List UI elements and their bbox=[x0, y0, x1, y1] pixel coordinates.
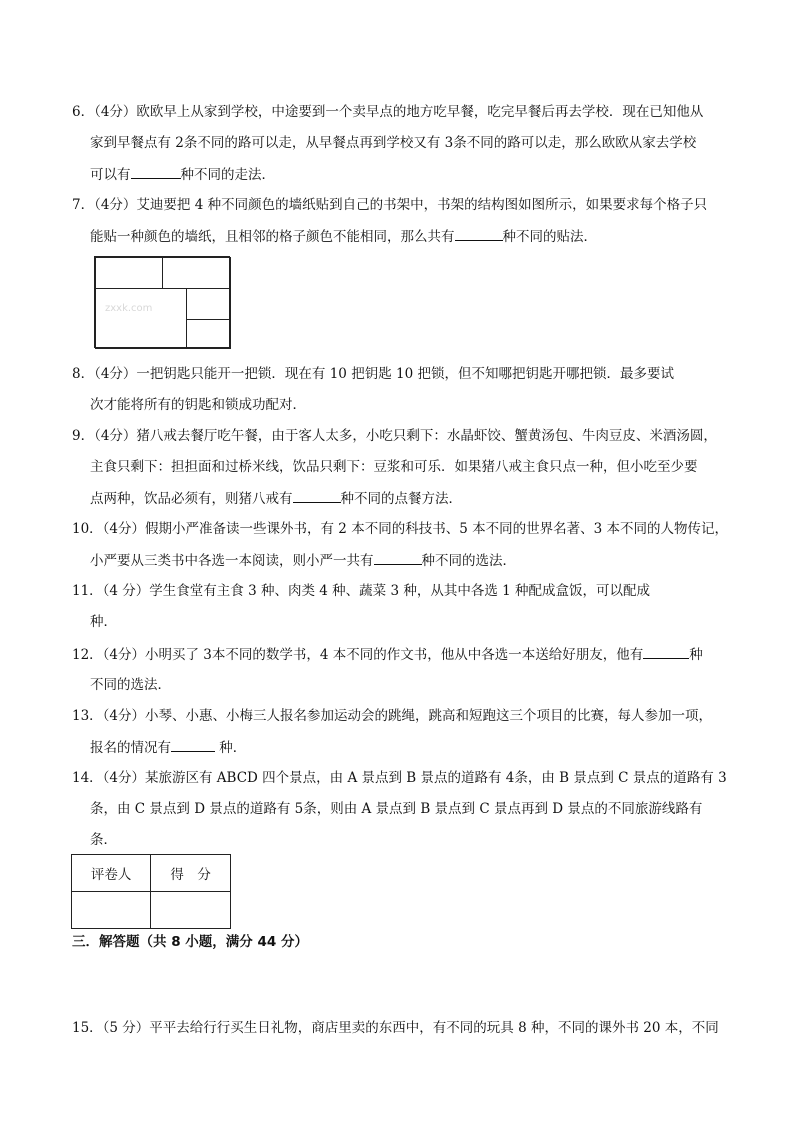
grading-table bbox=[71, 854, 231, 929]
q6-line-1: 6．（4分）欧欧早上从家到学校，中途要到一个卖早点的地方吃早餐，吃完早餐后再去学校．现在已知他从 bbox=[72, 104, 704, 120]
q9-line-1: 9．（4分）猪八戒去餐厅吃午餐，由于客人太多，小吃只剩下：水晶虾饺、蟹黄汤包、牛肉豆皮、米酒汤圆， bbox=[72, 428, 717, 444]
shelf-cell-top-left bbox=[95, 257, 163, 289]
score-cell[interactable] bbox=[151, 892, 231, 929]
q7-line-2: 能贴一种颜色的墙纸，且相邻的格子颜色不能相同，那么共有 种不同的贴法． bbox=[90, 226, 597, 247]
shelf-cell-top-right bbox=[162, 257, 231, 289]
answer-blank[interactable] bbox=[293, 488, 341, 503]
q9-line-3: 点两种，饮品必须有，则猪八戒有 种不同的点餐方法． bbox=[90, 488, 462, 509]
reviewer-label: 评卷人 bbox=[72, 855, 151, 892]
q6-line-3: 可以有 种不同的走法． bbox=[90, 164, 275, 185]
section-heading: 三．解答题（共 8 小题，满分 44 分） bbox=[72, 934, 308, 950]
q8-line-1: 8．（4分）一把钥匙只能开一把锁．现在有 10 把钥匙 10 把锁，但不知哪把钥匙开哪把锁．最多要试 bbox=[72, 366, 674, 382]
q14-line-2: 条，由 C 景点到 D 景点的道路有 5条，则由 A 景点到 B 景点到 C 景点再到 D 景点的不同旅游线路有 bbox=[90, 801, 703, 817]
score-label: 得 分 bbox=[151, 855, 231, 892]
shelf-cell-bottom-right bbox=[186, 319, 231, 349]
q10-line-1: 10．（4分）假期小严准备读一些课外书，有 2 本不同的科技书、5 本不同的世界名著、3 本不同的人物传记， bbox=[72, 521, 728, 537]
bookshelf-diagram bbox=[94, 256, 230, 348]
q6-line-2: 家到早餐点有 2条不同的路可以走，从早餐点再到学校又有 3条不同的路可以走，那么欧欧从家去学校 bbox=[90, 135, 697, 151]
q8-line-2: 次才能将所有的钥匙和锁成功配对． bbox=[90, 397, 306, 413]
shelf-cell-bottom-left bbox=[95, 288, 187, 349]
answer-blank[interactable] bbox=[455, 226, 503, 241]
q14-line-1: 14．（4分）某旅游区有 ABCD 四个景点，由 A 景点到 B 景点的道路有 4条，由 B 景点到 C 景点的道路有 3 bbox=[72, 770, 727, 786]
q15-line-1: 15．（5 分）平平去给行行买生日礼物，商店里卖的东西中，有不同的玩具 8 种，不同的课外书 20 本，不同 bbox=[72, 1020, 719, 1036]
q14-line-3: 条． bbox=[90, 832, 117, 848]
q12-line-1: 12．（4分）小明买了 3本不同的数学书，4 本不同的作文书，他从中各选一本送给好朋友，他有 种 bbox=[72, 644, 703, 665]
watermark: zxxk.com bbox=[105, 303, 153, 314]
q11-line-1: 11．（4 分）学生食堂有主食 3 种、肉类 4 种、蔬菜 3 种，从其中各选 1 种配成盒饭，可以配成 bbox=[72, 583, 650, 599]
q13-line-1: 13．（4分）小琴、小惠、小梅三人报名参加运动会的跳绳，跳高和短跑这三个项目的比赛，每人参加一项， bbox=[72, 708, 713, 724]
q9-line-2: 主食只剩下：担担面和过桥米线，饮品只剩下：豆浆和可乐．如果猪八戒主食只点一种，但小吃至少要 bbox=[90, 459, 698, 475]
reviewer-cell[interactable] bbox=[72, 892, 151, 929]
q7-line-1: 7．（4分）艾迪要把 4 种不同颜色的墙纸贴到自己的书架中，书架的结构图如图所示，如果要求每个格子只 bbox=[72, 197, 708, 213]
q11-line-2: 种． bbox=[90, 614, 117, 630]
answer-blank[interactable] bbox=[131, 164, 181, 179]
shelf-cell-mid-right bbox=[186, 288, 231, 320]
answer-blank[interactable] bbox=[171, 737, 215, 752]
q13-line-2: 报名的情况有 种． bbox=[90, 737, 246, 758]
answer-blank[interactable] bbox=[374, 550, 422, 565]
q12-line-2: 不同的选法． bbox=[90, 677, 171, 693]
answer-blank[interactable] bbox=[643, 644, 689, 659]
q10-line-2: 小严要从三类书中各选一本阅读，则小严一共有 种不同的选法． bbox=[90, 550, 516, 571]
